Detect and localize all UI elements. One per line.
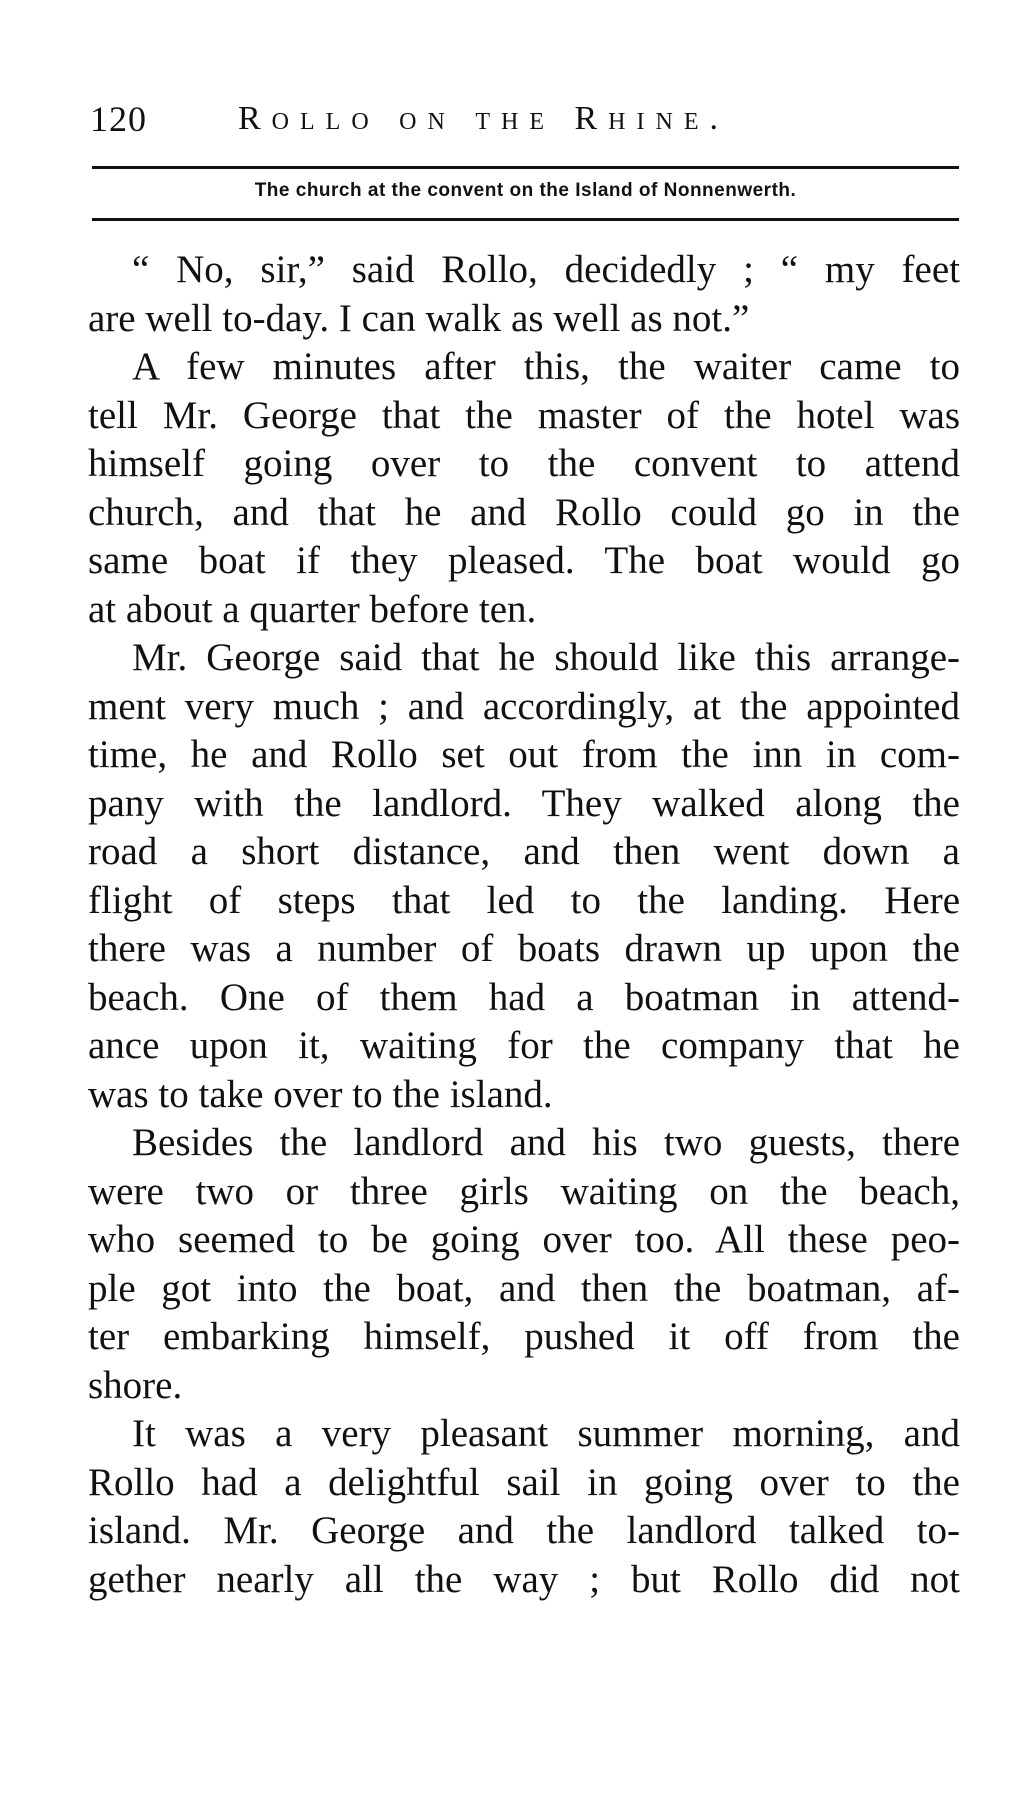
text-line: ment very much ; and accordingly, at the appointed — [88, 684, 960, 728]
paragraph — [88, 246, 960, 343]
text-line: who seemed to be going over too. All these peo- — [88, 1218, 960, 1261]
text-line: was to take over to the island. — [88, 1072, 553, 1116]
text-line: pany with the landlord. They walked along the — [88, 781, 960, 825]
text-line: shore. — [88, 1363, 183, 1407]
text-line: “ No, sir,” said Rollo, decidedly ; “ my feet — [132, 248, 960, 291]
text-line: ance upon it, waiting for the company that he — [88, 1024, 960, 1067]
body-text — [88, 246, 960, 1604]
text-line: were two or three girls waiting on the beach, — [88, 1169, 960, 1213]
running-title: Rollo on the Rhine. — [238, 100, 729, 137]
text-line: ple got into the boat, and then the boatman, af- — [88, 1266, 960, 1310]
text-line: Besides the landlord and his two guests, there — [132, 1121, 960, 1164]
paragraph — [88, 343, 960, 634]
page-number: 120 — [90, 99, 147, 139]
text-line: flight of steps that led to the landing. Here — [88, 878, 960, 922]
text-line: beach. One of them had a boatman in attend- — [88, 975, 960, 1019]
paragraph — [88, 1119, 960, 1410]
top-rule — [92, 166, 959, 169]
text-line: at about a quarter before ten. — [88, 587, 537, 631]
text-line: tell Mr. George that the master of the hotel was — [88, 393, 960, 437]
text-line: are well to-day. I can walk as well as not.” — [88, 296, 750, 340]
text-line: time, he and Rollo set out from the inn in com- — [88, 733, 960, 776]
text-line: A few minutes after this, the waiter came to — [132, 345, 960, 388]
text-line: gether nearly all the way ; but Rollo did not — [88, 1557, 960, 1601]
text-line: church, and that he and Rollo could go in the — [88, 490, 960, 534]
text-line: there was a number of boats drawn up upon the — [88, 927, 960, 970]
paragraph — [88, 1410, 960, 1604]
text-line: It was a very pleasant summer morning, and — [132, 1412, 960, 1455]
paragraph — [88, 634, 960, 1119]
text-line: Rollo had a delightful sail in going over to the — [88, 1460, 960, 1504]
text-line: Mr. George said that he should like this arrange- — [132, 636, 960, 679]
text-line: road a short distance, and then went down a — [88, 830, 960, 873]
section-subtitle: The church at the convent on the Island of Nonnenwerth. — [254, 180, 797, 201]
bottom-rule — [92, 218, 959, 221]
text-line: ter embarking himself, pushed it off from the — [88, 1315, 960, 1358]
text-line: himself going over to the convent to attend — [88, 442, 960, 485]
text-line: island. Mr. George and the landlord talked to- — [88, 1509, 960, 1552]
text-line: same boat if they pleased. The boat would go — [88, 539, 960, 582]
running-head — [90, 98, 960, 148]
